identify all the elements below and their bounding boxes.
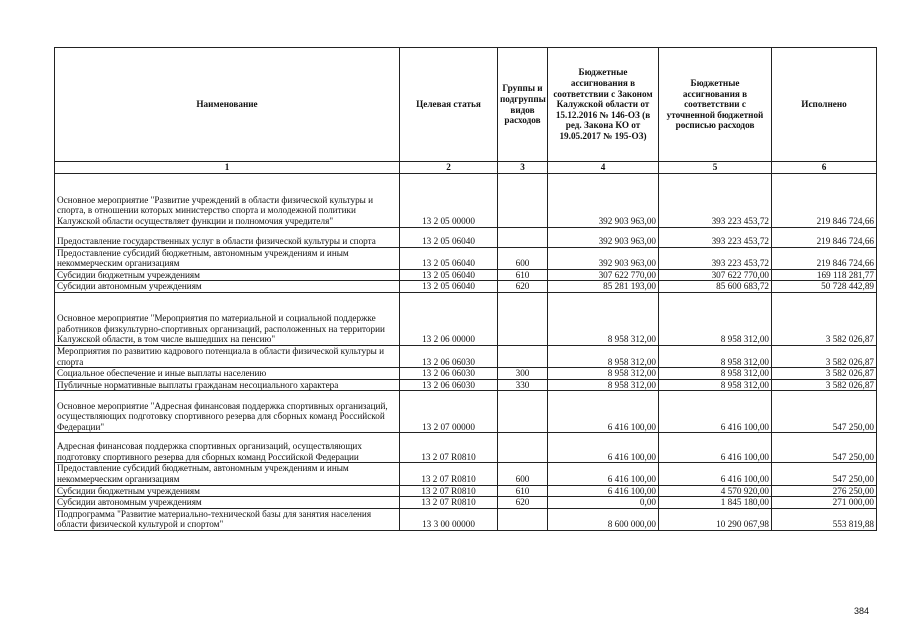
- cell-code: 13 2 06 00000: [400, 292, 498, 345]
- cell-executed: 219 846 724,66: [772, 227, 877, 247]
- cell-group: [498, 173, 548, 227]
- cell-executed: 3 582 026,87: [772, 292, 877, 345]
- cell-name: Предоставление субсидий бюджетным, автономным учреждениям и иным некоммерческим организациям: [55, 463, 400, 485]
- cell-law: 85 281 193,00: [548, 281, 659, 293]
- cell-name: Субсидии автономным учреждениям: [55, 281, 400, 293]
- cell-budget: 85 600 683,72: [659, 281, 772, 293]
- table-row: [55, 391, 877, 433]
- header-budget: Бюджетные ассигнования в соответствии с уточненной бюджетной росписью расходов: [659, 48, 772, 162]
- column-number-row: [55, 162, 877, 174]
- cell-executed: 3 582 026,87: [772, 345, 877, 367]
- cell-code: 13 2 05 00000: [400, 173, 498, 227]
- cell-name: Основное мероприятие "Мероприятия по материальной и социальной поддержке работников физкультурно-спортивных организаций, расположенных на территории Калужской области, в том числе вышедших на пенсию": [55, 292, 400, 345]
- cell-executed: 169 118 281,77: [772, 269, 877, 281]
- cell-budget: 4 570 920,00: [659, 485, 772, 497]
- table-row: [55, 379, 877, 391]
- cell-name: Основное мероприятие "Адресная финансовая поддержка спортивных организаций, осуществляющих подготовку спортивного резерва для сборных команд Российской Федерации": [55, 391, 400, 433]
- table-row: [55, 281, 877, 293]
- cell-name: Социальное обеспечение и иные выплаты населению: [55, 368, 400, 380]
- cell-executed: 547 250,00: [772, 463, 877, 485]
- cell-budget: 6 416 100,00: [659, 433, 772, 463]
- cell-name: Предоставление государственных услуг в области физической культуры и спорта: [55, 227, 400, 247]
- table-row: [55, 247, 877, 269]
- cell-law: 6 416 100,00: [548, 463, 659, 485]
- cell-law: 8 958 312,00: [548, 368, 659, 380]
- table-row: [55, 227, 877, 247]
- table-row: [55, 173, 877, 227]
- cell-name: Предоставление субсидий бюджетным, автономным учреждениям и иным некоммерческим организациям: [55, 247, 400, 269]
- cell-executed: 553 819,88: [772, 508, 877, 530]
- table-row: [55, 433, 877, 463]
- cell-law: 8 958 312,00: [548, 292, 659, 345]
- cell-budget: 8 958 312,00: [659, 292, 772, 345]
- cell-budget: 10 290 067,98: [659, 508, 772, 530]
- cell-budget: 393 223 453,72: [659, 247, 772, 269]
- cell-group: [498, 292, 548, 345]
- cell-code: 13 3 00 00000: [400, 508, 498, 530]
- table-row: [55, 269, 877, 281]
- cell-law: 6 416 100,00: [548, 485, 659, 497]
- cell-group: 330: [498, 379, 548, 391]
- cell-law: 6 416 100,00: [548, 433, 659, 463]
- cell-group: [498, 433, 548, 463]
- cell-budget: 8 958 312,00: [659, 368, 772, 380]
- cell-group: [498, 227, 548, 247]
- cell-law: 8 958 312,00: [548, 345, 659, 367]
- cell-name: Мероприятия по развитию кадрового потенциала в области физической культуры и спорта: [55, 345, 400, 367]
- cell-executed: 276 250,00: [772, 485, 877, 497]
- column-number: 3: [498, 162, 548, 174]
- column-number: 4: [548, 162, 659, 174]
- page-number: 384: [853, 606, 869, 616]
- budget-table: [54, 47, 877, 531]
- cell-budget: 307 622 770,00: [659, 269, 772, 281]
- cell-executed: 3 582 026,87: [772, 368, 877, 380]
- cell-name: Адресная финансовая поддержка спортивных организаций, осуществляющих подготовку спортивного резерва для сборных команд Российской Федерации: [55, 433, 400, 463]
- cell-group: 600: [498, 247, 548, 269]
- header-executed: Исполнено: [772, 48, 877, 162]
- cell-group: 620: [498, 281, 548, 293]
- cell-law: 392 903 963,00: [548, 247, 659, 269]
- cell-code: 13 2 06 06030: [400, 345, 498, 367]
- cell-group: 610: [498, 485, 548, 497]
- cell-group: 600: [498, 463, 548, 485]
- cell-code: 13 2 07 R0810: [400, 463, 498, 485]
- header-group: Группы и подгруппы видов расходов: [498, 48, 548, 162]
- table-body: [55, 173, 877, 530]
- table-row: [55, 463, 877, 485]
- header-code: Целевая статья: [400, 48, 498, 162]
- column-number: 2: [400, 162, 498, 174]
- cell-code: 13 2 07 00000: [400, 391, 498, 433]
- cell-group: [498, 345, 548, 367]
- cell-executed: 219 846 724,66: [772, 247, 877, 269]
- cell-budget: 393 223 453,72: [659, 173, 772, 227]
- column-number: 1: [55, 162, 400, 174]
- cell-name: Субсидии автономным учреждениям: [55, 497, 400, 509]
- cell-group: 300: [498, 368, 548, 380]
- cell-executed: 271 000,00: [772, 497, 877, 509]
- cell-code: 13 2 07 R0810: [400, 497, 498, 509]
- table-row: [55, 292, 877, 345]
- cell-law: 392 903 963,00: [548, 227, 659, 247]
- cell-name: Публичные нормативные выплаты гражданам несоциального характера: [55, 379, 400, 391]
- cell-code: 13 2 07 R0810: [400, 485, 498, 497]
- cell-executed: 50 728 442,89: [772, 281, 877, 293]
- header-row: [55, 48, 877, 162]
- column-number: 6: [772, 162, 877, 174]
- cell-group: 610: [498, 269, 548, 281]
- cell-law: 0,00: [548, 497, 659, 509]
- cell-group: [498, 508, 548, 530]
- cell-code: 13 2 06 06030: [400, 368, 498, 380]
- cell-budget: 8 958 312,00: [659, 379, 772, 391]
- table-row: [55, 508, 877, 530]
- cell-budget: 393 223 453,72: [659, 227, 772, 247]
- table-row: [55, 368, 877, 380]
- cell-law: 6 416 100,00: [548, 391, 659, 433]
- cell-budget: 8 958 312,00: [659, 345, 772, 367]
- cell-code: 13 2 06 06030: [400, 379, 498, 391]
- cell-law: 392 903 963,00: [548, 173, 659, 227]
- cell-law: 307 622 770,00: [548, 269, 659, 281]
- cell-code: 13 2 05 06040: [400, 247, 498, 269]
- cell-name: Субсидии бюджетным учреждениям: [55, 485, 400, 497]
- cell-group: 620: [498, 497, 548, 509]
- cell-code: 13 2 05 06040: [400, 269, 498, 281]
- cell-name: Субсидии бюджетным учреждениям: [55, 269, 400, 281]
- header-law: Бюджетные ассигнования в соответствии с Законом Калужской области от 15.12.2016 № 146-ОЗ (в ред. Закона КО от 19.05.2017 № 195-ОЗ): [548, 48, 659, 162]
- cell-budget: 6 416 100,00: [659, 391, 772, 433]
- cell-law: 8 958 312,00: [548, 379, 659, 391]
- cell-executed: 3 582 026,87: [772, 379, 877, 391]
- cell-law: 8 600 000,00: [548, 508, 659, 530]
- cell-executed: 547 250,00: [772, 391, 877, 433]
- cell-executed: 219 846 724,66: [772, 173, 877, 227]
- cell-code: 13 2 05 06040: [400, 281, 498, 293]
- cell-name: Подпрограмма "Развитие материально-технической базы для занятия населения области физической культурой и спортом": [55, 508, 400, 530]
- table-row: [55, 485, 877, 497]
- column-number: 5: [659, 162, 772, 174]
- cell-code: 13 2 05 06040: [400, 227, 498, 247]
- table-row: [55, 345, 877, 367]
- cell-group: [498, 391, 548, 433]
- cell-code: 13 2 07 R0810: [400, 433, 498, 463]
- header-name: Наименование: [55, 48, 400, 162]
- cell-executed: 547 250,00: [772, 433, 877, 463]
- cell-name: Основное мероприятие "Развитие учреждений в области физической культуры и спорта, в отношении которых министерство спорта и молодежной политики Калужской области осуществляет функции и полномочия учредителя": [55, 173, 400, 227]
- table-row: [55, 497, 877, 509]
- cell-budget: 1 845 180,00: [659, 497, 772, 509]
- cell-budget: 6 416 100,00: [659, 463, 772, 485]
